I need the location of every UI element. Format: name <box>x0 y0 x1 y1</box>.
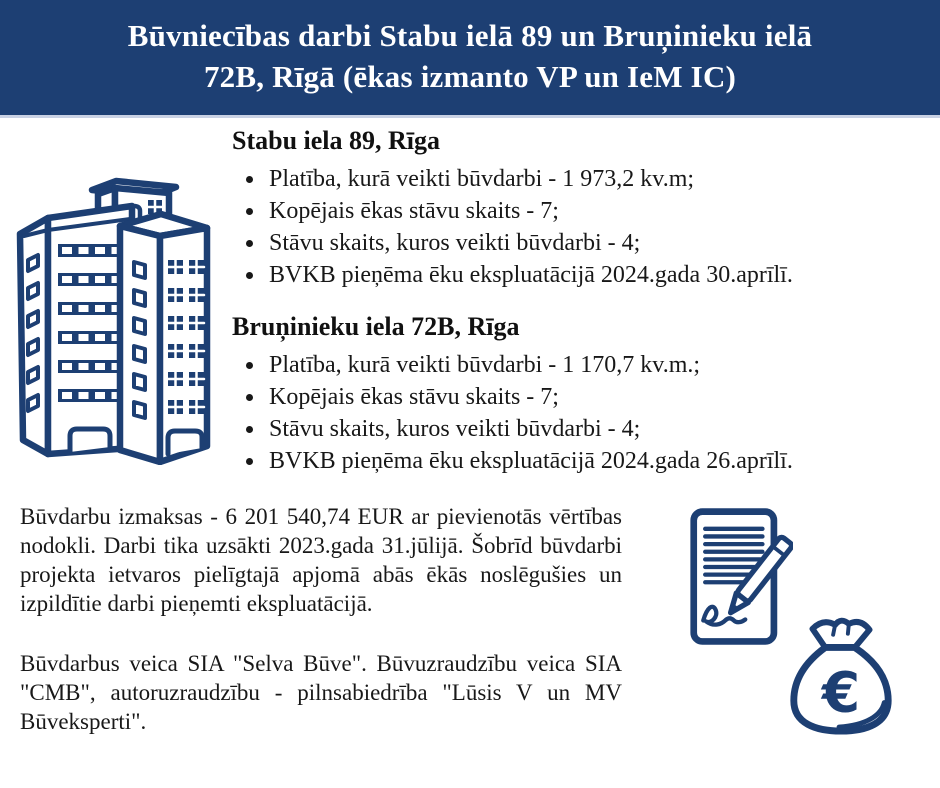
euro-money-bag-icon <box>782 612 900 740</box>
section-heading: Bruņinieku iela 72B, Rīga <box>232 312 520 341</box>
header-banner <box>0 0 940 118</box>
summary-text <box>20 502 622 736</box>
contractors-paragraph: Būvdarbus veica SIA "Selva Būve". Būvuzraudzību veica SIA "CMB", autoruzraudzību - pilnsabiedrība "Lūsis V un MV Būveksperti". <box>20 651 622 734</box>
building-details <box>232 124 936 477</box>
bullet-item: • Platība, kurā veikti būvdarbi - 1 170,7 kv.m.; <box>266 349 936 381</box>
bullet-item: • Kopējais ēkas stāvu skaits - 7; <box>266 381 936 413</box>
cost-paragraph: Būvdarbu izmaksas - 6 201 540,74 EUR ar pievienotās vērtības nodokli. Darbi tika uzsākti 2023.gada 31.jūlijā. Šobrīd būvdarbi projekta ietvaros pielīgtajā apjomā abās ēkās noslēgušies un izpildītie darbi pieņemti ekspluatācijā. <box>20 504 622 616</box>
building-illustration-icon <box>8 170 218 465</box>
bullet-item: • BVKB pieņēma ēku ekspluatācijā 2024.gada 26.aprīlī. <box>266 445 936 477</box>
bullet-item: • Stāvu skaits, kuros veikti būvdarbi - 4; <box>266 413 936 445</box>
section-bruninieku-iela-72b <box>232 310 936 477</box>
bullet-list <box>232 349 936 477</box>
bullet-item: • Platība, kurā veikti būvdarbi - 1 973,2 kv.m; <box>266 163 936 195</box>
section-stabu-iela-89 <box>232 124 936 291</box>
bullet-item: • Kopējais ēkas stāvu skaits - 7; <box>266 195 936 227</box>
bullet-list <box>232 163 936 291</box>
page-title-line-1: Būvniecības darbi Stabu ielā 89 un Bruņinieku ielā <box>127 18 813 53</box>
euro-symbol: € <box>821 660 861 725</box>
bullet-item: • Stāvu skaits, kuros veikti būvdarbi - 4; <box>266 227 936 259</box>
page-title-line-2: 72B, Rīgā (ēkas izmanto VP un IeM IC) <box>203 59 737 94</box>
section-heading: Stabu iela 89, Rīga <box>232 126 441 155</box>
bullet-item: • BVKB pieņēma ēku ekspluatācijā 2024.gada 30.aprīlī. <box>266 259 936 291</box>
signed-contract-icon <box>688 505 793 650</box>
